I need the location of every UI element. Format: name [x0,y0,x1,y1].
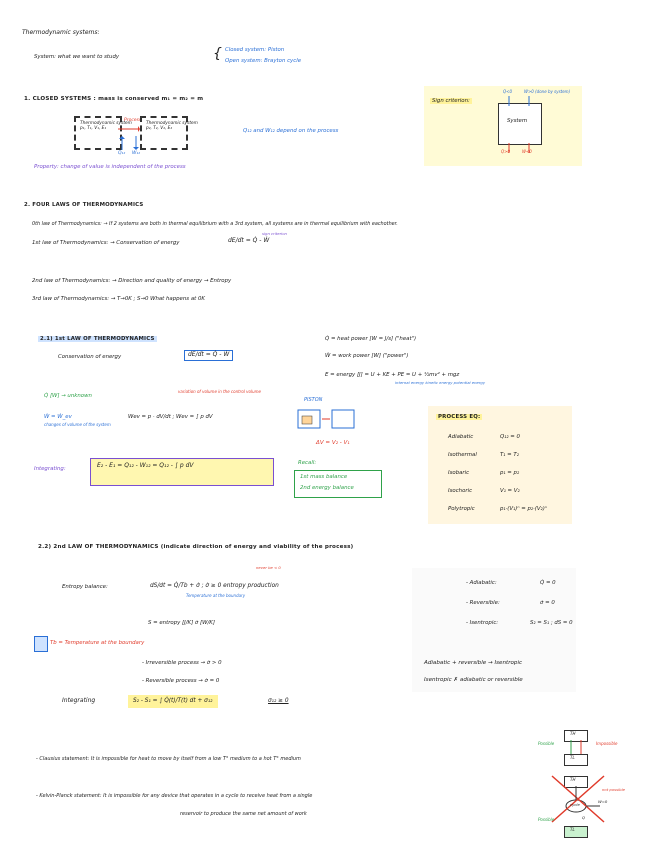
integrating-2-label: Integrating [62,697,96,704]
process-eq-title [436,414,482,420]
process-name: Adiabatic [448,434,474,440]
recall-2: 2nd energy balance [300,485,354,491]
tb-box-icon [34,636,48,652]
law-2: 2nd law of Thermodynamics: → Direction and quality of energy → Entropy [32,278,232,284]
sign-system-label: System [507,118,528,124]
process-arrow [118,126,140,132]
th-label-2: TH [570,777,576,782]
reversible: - Reversible process → σ̇ = 0 [142,678,220,684]
w-note-red: variation of volume in the control volume [178,389,261,394]
wev-eq: Wev = p · dV/dt ; Wev = ∫ p dV [128,414,213,420]
sign-q-top: Q<0 [503,89,513,94]
process-name: Isothermal [448,452,477,458]
open-system-example: Open system: Brayton cycle [225,58,302,64]
isentropic-not: Isentropic ✗ adiabatic or reversible [424,677,523,683]
integrating-1-eq [90,458,274,486]
tb-label: Tb = Temperature at the boundary [50,640,145,646]
law-1: 1st law of Thermodynamics: → Conservation of energy [32,240,180,246]
possible-label-1: Possible [538,741,555,746]
process-eq: V₁ = V₂ [500,488,520,494]
process-name: Isochoric [448,488,473,494]
closed-systems-heading: 1. CLOSED SYSTEMS : mass is conserved m₁ = m₂ = m [24,96,204,102]
tl-box-1 [564,754,588,766]
closed-system-example: Closed system: Piston [225,47,285,53]
sign-arrows [505,96,535,156]
law-1-sign: sign criterion [262,231,287,236]
system-box-1 [74,116,132,150]
integrating-1-label: Integrating: [34,466,66,472]
first-law-heading [38,336,157,342]
sign-criterion-title-text: Sign criterion: [432,98,470,104]
adiabatic-name: - Adiabatic: [466,580,497,586]
law-0: 0th law of Thermodynamics: → If 2 systems are both in thermal equilibrium with a 3rd system, all systems are in thermal equilibrium with eachother. [32,221,398,227]
reversible-eq: σ̇ = 0 [540,600,555,606]
q-w-note: Q₁₂ and W₁₂ depend on the process [243,128,339,134]
entropy-balance-label: Entropy balance: [62,584,108,590]
process-eq: p₁ = p₂ [500,470,520,476]
tl-label-2: TL [570,827,575,832]
energy-def: E = energy [J] = U + KE + PE = U + ½mv² + mgz [325,372,460,378]
entropy-units: S = entropy [J/K] σ̇ [W/K] [148,620,215,626]
irreversible: - Irreversible process → σ̇ > 0 [142,660,222,666]
brace: { [213,46,222,62]
cycle-label: cycle [570,802,580,807]
four-laws-heading: 2. FOUR LAWS OF THERMODYNAMICS [24,202,144,208]
delta-v: ΔV = V₂ - V₁ [316,440,350,446]
q-power-def: Q̇ = heat power [W = J/s] ("heat") [325,336,417,342]
q-w-arrows [116,136,146,150]
reversible-name: - Reversible: [466,600,500,606]
isentropic-name: - Isentropic: [466,620,499,626]
w-note-blue: changes of volume of the system [44,422,111,427]
q-unknown: Q̇ [W] → unknown [44,393,92,399]
possible-label-2: Possible [538,817,555,822]
system-definition: System: what we want to study [34,54,120,60]
w0-label: W=0 [598,799,608,804]
piston-diagram [296,406,358,436]
sign-w-bottom: W<0 [522,149,532,154]
isentropic-eq: S₂ = S₁ ; dS = 0 [530,620,573,626]
sign-w-top: W>0 (done by system) [524,89,571,94]
system-box-2-text: Thermodynamic system p₂, T₂, V₂, E₂ [146,121,198,131]
process-name: Polytropic [448,506,475,512]
process-eq: T₁ = T₂ [500,452,519,458]
adiabatic-reversible: Adiabatic + reversible → Isentropic [424,660,523,666]
process-name: Isobaric [448,470,470,476]
integrating-2-eq-text: S₂ - S₁ = ∫ Q̇(t)/T(t) dt + σ₁₂ [133,698,213,704]
never-lt0-note: never be < 0 [256,565,281,570]
q-small-label: Q [582,815,585,820]
sign-q-bottom: Q>0 [501,149,511,154]
system-box-2 [140,116,198,150]
recall-title: Recall: [298,460,317,466]
w-power-def: Ẇ = work power [W] ("power") [325,353,409,359]
law-3: 3rd law of Thermodynamics: → T→0K ; S→0 What happens at 0K [32,296,205,302]
process-eq: Q₁₂ = 0 [500,434,520,440]
tl-label-1: TL [570,755,575,760]
law-1-eq: dE/dt = Q̇ - Ẇ [228,237,270,244]
conservation-eq: dE/dt = Q̇ - Ẇ [184,350,233,361]
conservation-label: Conservation of energy [58,354,122,360]
energy-sub: internal energy kinetic energy potential energy [395,380,486,385]
impossible-label: Impossible [596,741,618,746]
w-eq: Ẇ = Ẇ_ev [44,414,72,420]
process-eq: p₁·(V₁)ⁿ = p₂·(V₂)ⁿ [500,506,547,512]
entropy-eq: dS/dt = Q̇/Tb + σ̇ ; σ̇ ≥ 0 entropy production [150,583,279,589]
clausius-statement: - Clausius statement: It is impossible for heat to move by itself from a low T° medium to a hot T° medium [36,756,301,762]
temp-boundary-note: Temperature at the boundary [186,593,246,598]
first-law-heading-text: 2.1) 1st LAW OF THERMODYNAMICS [40,336,155,342]
piston-label: PISTON [304,397,323,403]
clausius-arrows [566,740,586,754]
recall-1: 1st mass balance [300,474,348,480]
second-law-panel [412,568,576,692]
w12-label: W₁₂ [132,151,141,156]
integrating-1-eq-text: E₂ - E₁ = Q₁₂ - W₁₂ = Q₁₂ - ∫ p dV [97,462,194,469]
sigma-ge0: σ₁₂ ≥ 0 [268,698,289,704]
q12-label: Q₁₂ [118,151,126,156]
intro-title: Thermodynamic systems: [22,29,100,36]
integrating-2-eq [128,695,218,708]
second-law-heading: 2.2) 2nd LAW OF THERMODYNAMICS (indicate direction of energy and viability of the process) [38,544,354,550]
property-definition: Property: change of value is independent of the process [34,164,186,170]
tl-box-2 [564,826,588,838]
system-box-1-text: Thermodynamic system p₁, T₁, V₁, E₁ [80,121,132,131]
sign-criterion-title [430,98,472,104]
process-eq-title-text: PROCESS EQ: [438,414,481,420]
adiabatic-eq: Q̇ = 0 [540,580,556,586]
kelvin-planck-1: - Kelvin-Planck statement: It is impossible for any device that operates in a cycle to receive heat from a single [36,793,313,799]
kelvin-planck-2: reservoir to produce the same net amount of work [180,811,307,817]
not-possible-label: not possible [602,787,625,792]
process-label: Process [124,118,142,123]
th-label-1: TH [570,731,576,736]
